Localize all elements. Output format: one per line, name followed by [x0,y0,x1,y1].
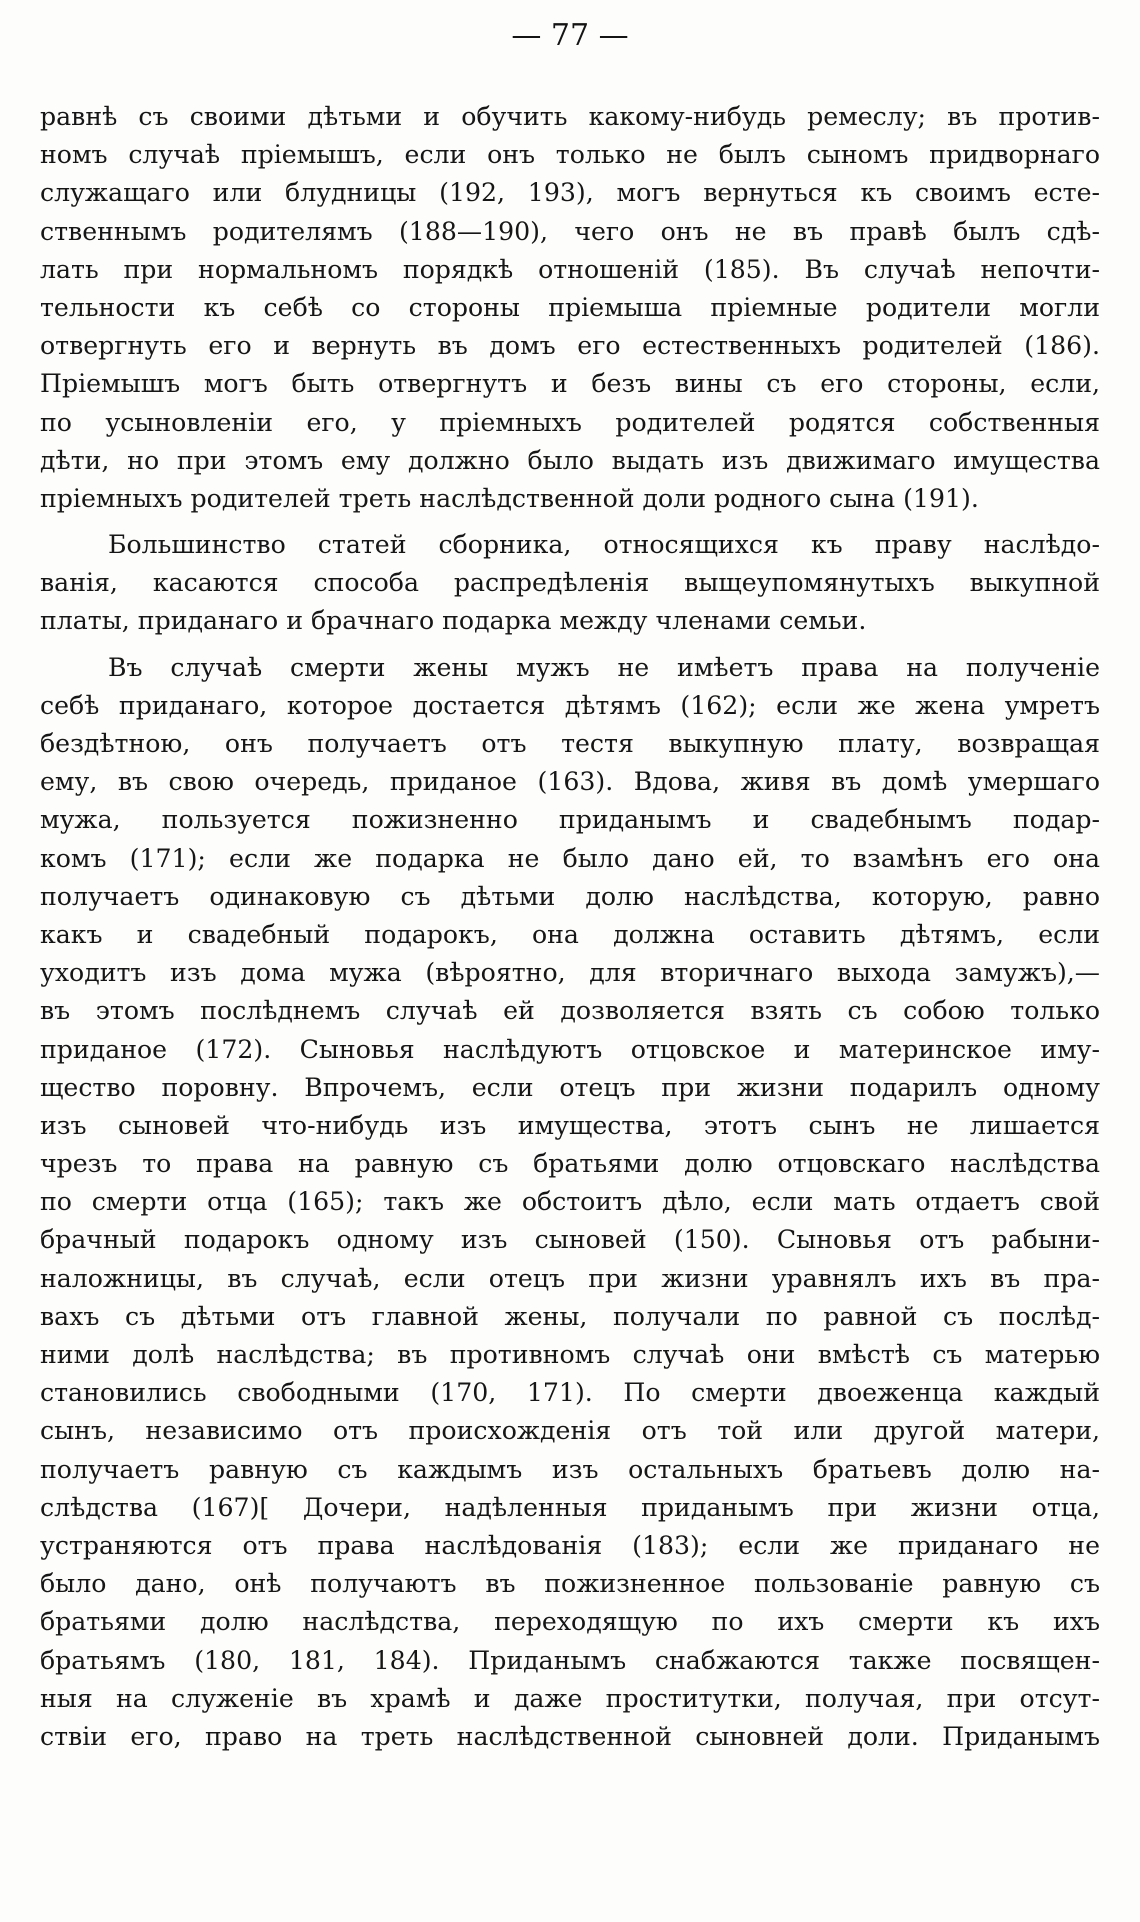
text-line: получаетъ одинаковую съ дѣтьми долю наслѣдства, которую, равно [40,881,1100,911]
text-line: по смерти отца (165); такъ же обстоитъ дѣло, если мать отдаетъ свой [40,1187,1100,1217]
paragraph-gap [40,518,1100,526]
text-line: равнѣ съ своими дѣтьми и обучить какому-нибудь ремеслу; въ против- [40,102,1100,131]
paragraph-inheritance-details [40,649,1100,1756]
text-line: комъ (171); если же подарка не было дано ей, то взамѣнъ его она [40,843,1100,873]
text-body [40,98,1100,1756]
text-line: платы, приданаго и брачнаго подарка между членами семьи. [40,606,867,636]
text-line: дѣти, но при этомъ ему должно было выдать изъ движимаго имущества [40,445,1100,475]
text-line: ственнымъ родителямъ (188—190), чего онъ не въ правѣ былъ сдѣ- [40,216,1100,246]
text-line: наложницы, въ случаѣ, если отецъ при жизни уравнялъ ихъ въ пра- [40,1263,1100,1293]
text-line: служащаго или блудницы (192, 193), могъ вернуться къ своимъ есте- [40,178,1100,208]
text-line: отвергнуть его и вернуть въ домъ его естественныхъ родителей (186). [40,331,1100,361]
text-line: получаетъ равную съ каждымъ изъ остальныхъ братьевъ долю на- [40,1454,1100,1484]
text-line: Большинство статей сборника, относящихся къ праву наслѣдо- [108,530,1100,560]
text-line: ему, въ свою очередь, приданое (163). Вдова, живя въ домѣ умершаго [40,767,1100,797]
text-line: брачный подарокъ одному изъ сыновей (150). Сыновья отъ рабыни- [40,1225,1100,1255]
text-line: устраняются отъ права наслѣдованія (183); если же приданаго не [40,1530,1100,1560]
paragraph-gap [40,641,1100,649]
paragraph-inheritance-intro [40,526,1100,641]
text-line: изъ сыновей что-нибудь изъ имущества, этотъ сынъ не лишается [40,1110,1100,1140]
text-line: пріемныхъ родителей треть наслѣдственной доли родного сына (191). [40,483,979,513]
text-line: номъ случаѣ пріемышъ, если онъ только не былъ сыномъ придворнаго [40,140,1100,170]
text-line: ними долѣ наслѣдства; въ противномъ случаѣ они вмѣстѣ съ матерью [40,1340,1100,1369]
text-line: щество поровну. Впрочемъ, если отецъ при жизни подарилъ одному [40,1072,1100,1102]
text-line: ствіи его, право на треть наслѣдственной сыновней доли. Приданымъ [40,1721,1100,1751]
text-line: братьямъ (180, 181, 184). Приданымъ снабжаются также посвящен- [40,1645,1100,1675]
text-line: лать при нормальномъ порядкѣ отношеній (185). Въ случаѣ непочти- [40,254,1100,284]
page-number: — 77 — [511,18,629,53]
text-line: сынъ, независимо отъ происхожденія отъ той или другой матери, [40,1416,1100,1446]
text-line: было дано, онѣ получаютъ въ пожизненное пользованіе равную съ [40,1569,1100,1599]
text-line: Въ случаѣ смерти жены мужъ не имѣетъ права на полученіе [108,652,1100,682]
text-line: слѣдства (167)[ Дочери, надѣленныя приданымъ при жизни отца, [40,1492,1100,1522]
text-line: тельности къ себѣ со стороны пріемыша пріемные родители могли [40,292,1100,322]
text-line: братьями долю наслѣдства, переходящую по ихъ смерти къ ихъ [40,1607,1100,1637]
paragraph-adoption [40,98,1100,518]
text-line: по усыновленіи его, у пріемныхъ родителей родятся собственныя [40,407,1100,437]
text-line: въ этомъ послѣднемъ случаѣ ей дозволяется взять съ собою только [40,996,1100,1026]
text-line: мужа, пользуется пожизненно приданымъ и свадебнымъ подар- [40,805,1100,835]
text-line: бездѣтною, онъ получаетъ отъ тестя выкупную плату, возвращая [40,729,1100,758]
text-line: приданое (172). Сыновья наслѣдуютъ отцовское и материнское иму- [40,1034,1100,1064]
text-line: какъ и свадебный подарокъ, она должна оставить дѣтямъ, если [40,919,1100,949]
text-line: себѣ приданаго, которое достается дѣтямъ (162); если же жена умретъ [40,690,1100,720]
text-line: ванія, касаются способа распредѣленія выщеупомянутыхъ выкупной [40,568,1100,598]
text-line: Пріемышъ могъ быть отвергнутъ и безъ вины съ его стороны, если, [40,369,1100,399]
text-line: уходитъ изъ дома мужа (вѣроятно, для вторичнаго выхода замужъ),— [40,958,1100,988]
text-line: становились свободными (170, 171). По смерти двоеженца каждый [40,1378,1100,1408]
text-line: ныя на служеніе въ храмѣ и даже проститутки, получая, при отсут- [40,1683,1100,1713]
text-line: чрезъ то права на равную съ братьями долю отцовскаго наслѣдства [40,1149,1100,1179]
text-line: вахъ съ дѣтьми отъ главной жены, получали по равной съ послѣд- [40,1301,1100,1331]
